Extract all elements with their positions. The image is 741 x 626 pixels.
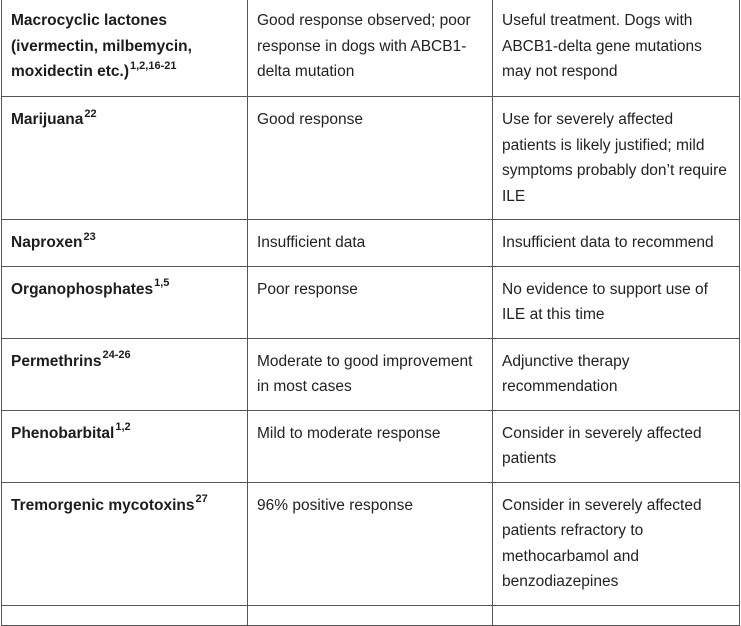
reference-superscript: 23 [83,230,96,243]
recommendation-cell: Adjunctive therapy recommendation [493,338,740,410]
table-row [2,0,740,97]
table-row [2,338,740,410]
table-row [2,482,740,605]
response-cell: Good response observed; poor response in dogs with ABCB1-delta mutation [248,0,493,97]
response-cell: Good response [248,97,493,220]
agent-name: Naproxen [11,234,83,251]
table-row [2,220,740,267]
table-row-empty [2,605,740,625]
response-cell: Mild to moderate response [248,410,493,482]
reference-superscript: 22 [84,107,97,120]
reference-superscript: 1,5 [154,277,170,290]
table-row [2,410,740,482]
recommendation-cell: Useful treatment. Dogs with ABCB1-delta gene mutations may not respond [493,0,740,97]
response-cell: Insufficient data [248,220,493,267]
agent-name: Permethrins [11,352,102,370]
recommendation-cell: Consider in severely affected patients [493,410,740,482]
response-cell: Poor response [248,266,493,338]
empty-cell [248,605,493,625]
agent-cell [2,266,248,338]
reference-superscript: 27 [195,493,208,506]
response-cell: 96% positive response [248,482,493,605]
agent-name: Tremorgenic mycotoxins [11,496,195,514]
agent-cell [2,410,248,482]
agent-name: Macrocyclic lactones (ivermectin, milbemycin, moxidectin etc.) [11,12,192,80]
reference-superscript: 1,2 [115,421,131,434]
reference-superscript: 1,2,16-21 [130,59,177,72]
agent-name: Marijuana [11,111,84,128]
recommendation-cell: Use for severely affected patients is likely justified; mild symptoms probably don’t require ILE [493,97,740,220]
response-cell: Moderate to good improvement in most cases [248,338,493,410]
empty-cell [2,605,248,625]
table-row [2,97,740,220]
ile-response-table [1,0,740,626]
agent-cell [2,97,248,220]
agent-name: Phenobarbital [11,424,115,442]
recommendation-cell: Consider in severely affected patients refractory to methocarbamol and benzodiazepines [493,482,740,605]
agent-name: Organophosphates [11,280,154,298]
agent-cell [2,338,248,410]
recommendation-cell: Insufficient data to recommend [493,220,740,267]
agent-cell [2,0,248,97]
agent-cell [2,482,248,605]
reference-superscript: 24-26 [102,349,131,362]
agent-cell [2,220,248,267]
table-row [2,266,740,338]
empty-cell [493,605,740,625]
recommendation-cell: No evidence to support use of ILE at this time [493,266,740,338]
